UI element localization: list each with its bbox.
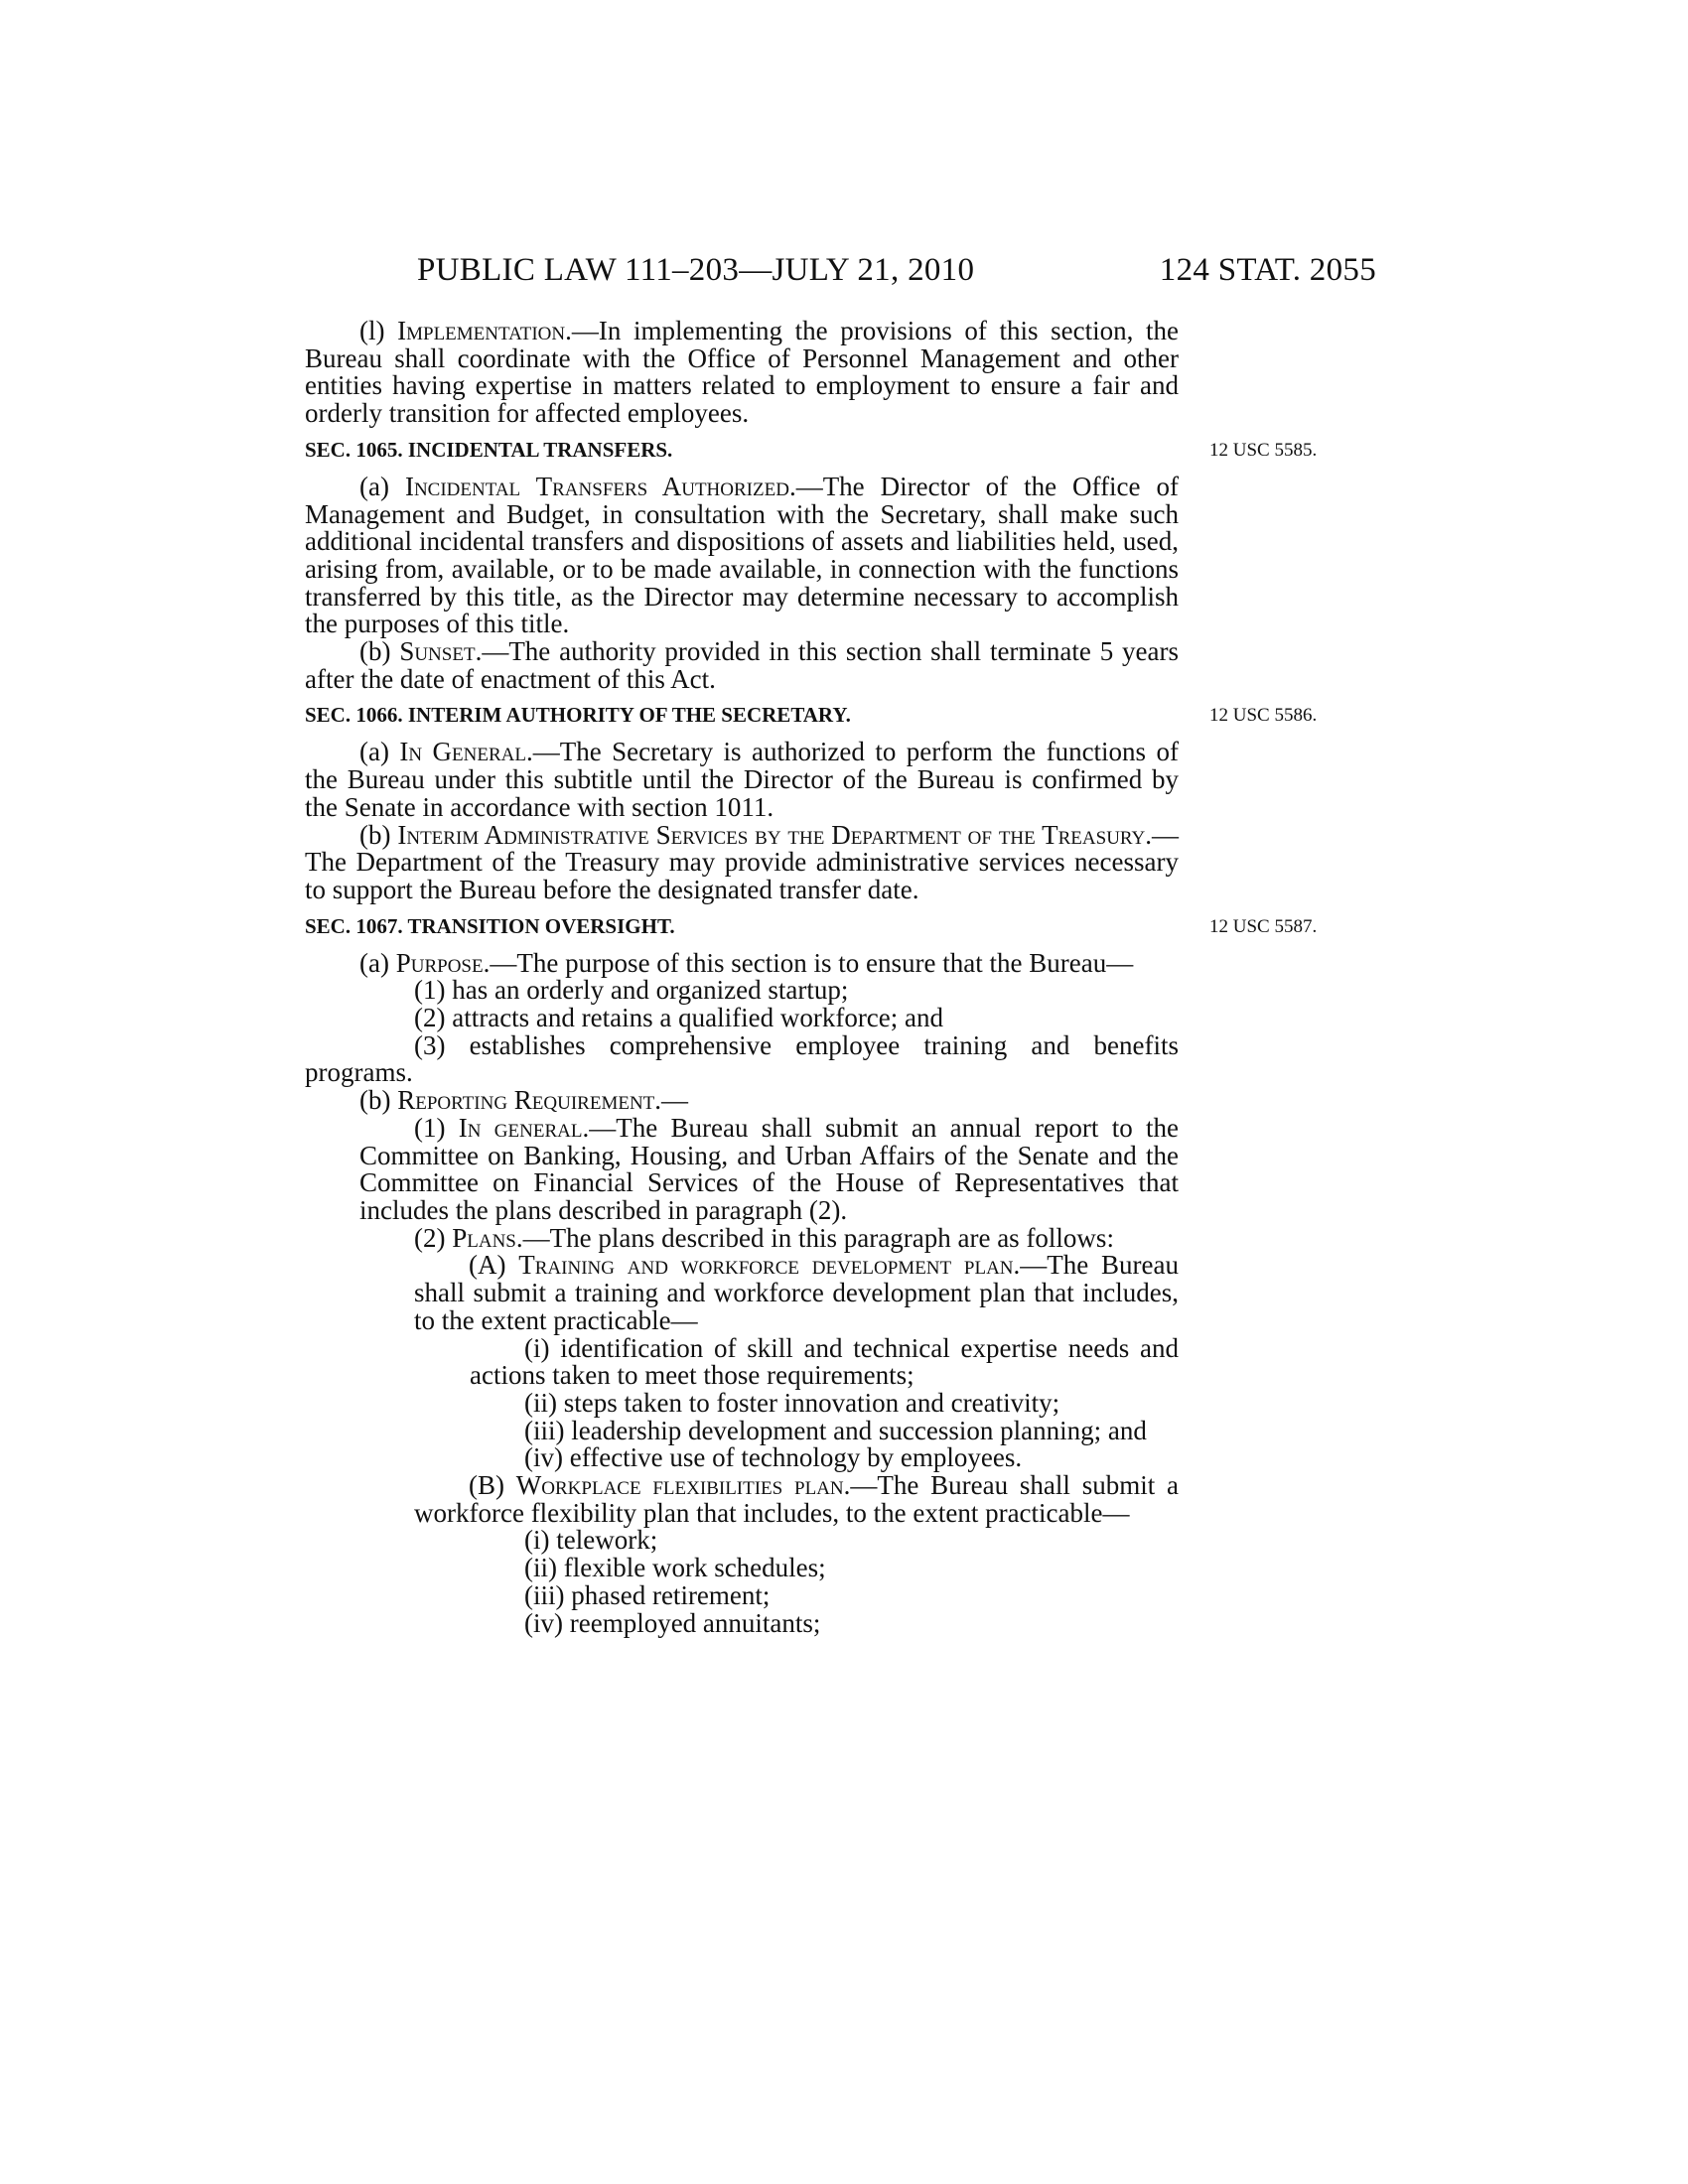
usc-note-5587: 12 USC 5587. <box>1209 915 1318 937</box>
usc-note-5585: 12 USC 5585. <box>1209 439 1318 461</box>
para-1067-b: (b) Reporting Requirement.— <box>359 1085 689 1116</box>
para-1067-a-2: (2) attracts and retains a qualified workforce; and <box>414 1003 944 1033</box>
para-1067-b-2-A-i: (i) identification of skill and technical expertise needs and actions taken to meet those requirements; <box>470 1332 1179 1391</box>
header-public-law: PUBLIC LAW 111–203—JULY 21, 2010 <box>417 252 975 288</box>
para-1066-b: (b) Interim Administrative Services by the Department of the Treasury.—The Department of the Treasury may provide administrative services necessary to support the Bureau before the designated transfer date. <box>305 819 1180 904</box>
para-1067-b-2-B-iv: (iv) reemployed annuitants; <box>524 1607 821 1638</box>
usc-note-5586: 12 USC 5586. <box>1209 705 1318 727</box>
para-l-implementation: (l) Implementation.—In implementing the provisions of this section, the Bureau shall coordinate with the Office of Personnel Management and other entities having expertise in matters related to employment to ensure a fair and orderly transition for affected employees. <box>305 316 1179 429</box>
para-1067-b-2-B-i: (i) telework; <box>524 1525 658 1556</box>
para-1067-b-1: (1) In general.—The Bureau shall submit an annual report to the Committee on Banking, Housing, and Urban Affairs of the Senate and the Committee on Financial Services of the House of Representatives that includes the plans described in paragraph (2). <box>359 1112 1180 1225</box>
section-heading-1067: SEC. 1067. TRANSITION OVERSIGHT. 12 USC 5587. <box>305 912 1179 940</box>
para-1066-a: (a) In General.—The Secretary is authorized to perform the functions of the Bureau under this subtitle until the Director of the Bureau is confirmed by the Senate in accordance with section 1011. <box>305 737 1179 822</box>
para-1065-a: (a) Incidental Transfers Authorized.—The Director of the Office of Management and Budget, in consultation with the Secretary, shall make such additional incidental transfers and dispositions of assets and liabilities held, used, arising from, available, or to be made available, in connection with the functions transferred by this title, as the Director may determine necessary to accomplish the purposes of this title. <box>305 471 1180 639</box>
para-1067-a-1: (1) has an orderly and organized startup; <box>414 975 849 1006</box>
para-1067-b-2-A: (A) Training and workforce development plan.—The Bureau shall submit a training and workforce development plan that includes, to the extent practicable— <box>414 1250 1180 1335</box>
header-stat-page: 124 STAT. 2055 <box>1159 252 1376 288</box>
para-1067-b-2-A-iv: (iv) effective use of technology by employees. <box>524 1442 1023 1473</box>
section-heading-1065: SEC. 1065. INCIDENTAL TRANSFERS. 12 USC 5585. <box>305 436 1179 464</box>
para-1067-b-2-B: (B) Workplace flexibilities plan.—The Bureau shall submit a workforce flexibility plan that includes, to the extent practicable— <box>414 1470 1179 1528</box>
para-1067-b-2-A-iii: (iii) leadership development and succession planning; and <box>524 1415 1147 1445</box>
para-1065-b: (b) Sunset.—The authority provided in this section shall terminate 5 years after the date of enactment of this Act. <box>305 636 1179 694</box>
para-1067-b-2-B-iii: (iii) phased retirement; <box>524 1579 771 1610</box>
statute-text <box>305 316 1318 1638</box>
para-1067-b-2: (2) Plans.—The plans described in this paragraph are as follows: <box>414 1222 1114 1253</box>
para-1067-a: (a) Purpose.—The purpose of this section is to ensure that the Bureau— <box>359 947 1134 978</box>
running-header <box>417 250 1376 290</box>
para-1067-b-2-B-ii: (ii) flexible work schedules; <box>524 1553 826 1583</box>
para-1067-a-3: (3) establishes comprehensive employee training and benefits programs. <box>305 1029 1179 1088</box>
para-1067-b-2-A-ii: (ii) steps taken to foster innovation and creativity; <box>524 1387 1060 1418</box>
section-heading-1066: SEC. 1066. INTERIM AUTHORITY OF THE SECRETARY. 12 USC 5586. <box>305 701 1179 729</box>
